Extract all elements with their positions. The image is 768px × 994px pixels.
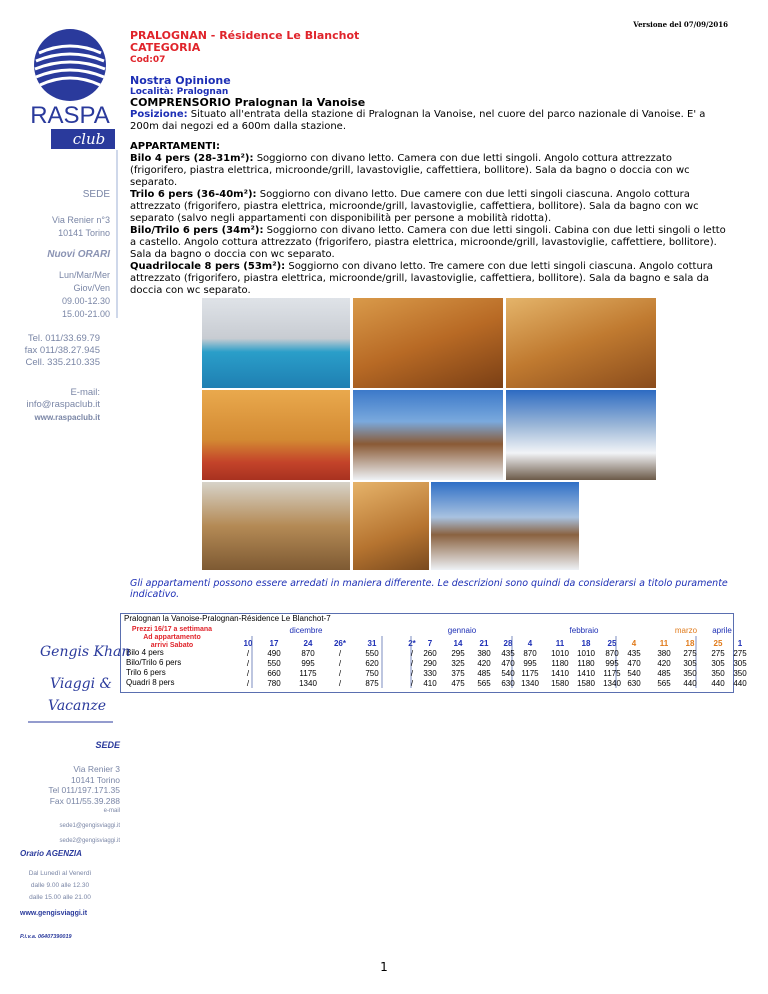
price-cell: 380 [657,649,671,658]
gk-sede: SEDE [95,740,120,750]
price-cell: 1175 [299,669,317,678]
gk-email1[interactable]: sede1@gengisviaggi.it [59,823,120,829]
price-cell: / [410,679,414,688]
date-label: 25 [607,639,617,648]
price-cell: / [338,669,342,678]
raspa-days1: Lun/Mar/Mer [58,270,110,280]
price-cell: 995 [605,659,619,668]
apartment-label: Trilo 6 pers (36-40m²): [130,189,257,200]
gk-tel: Tel 011/197.171.35 [48,785,120,795]
date-label: 4 [527,639,533,648]
apartment-text: Soggiorno con divano letto. Tre camere con due letti singoli ciascuna. Angolo cottura attrezzato (frigorifero, piastra elettrica, microonde/grill, lavastoviglie, caffettiera, bollitore). Sala da bagno e sala da doccia con wc separato. [130,261,714,296]
price-cell: 565 [477,679,491,688]
price-cell: / [246,649,250,658]
gk-orario: Orario AGENZIA [20,849,82,858]
gk-hours-block [20,868,100,904]
apartment-text: Soggiorno con divano letto. Due camere con due letti singoli ciascuna. Angolo cottura attrezzato (frigorifero, piastra elettrica, microonde/grill, lavastoviglie, caffettiera, bollitore). Sala da bagno con wc separato (salvo negli appartamenti con disponibilità per persone a mobilità ridotta). [130,189,699,224]
apartments-heading: APPARTAMENTI: [130,141,220,152]
raspa-hours1: 09.00-12.30 [61,296,110,306]
price-cell: 870 [301,649,315,658]
price-cell: / [338,659,342,668]
photo-interior-2 [202,482,350,570]
date-label: 18 [685,639,695,648]
price-cell: 1175 [603,669,621,678]
month-label: febbraio [569,626,599,635]
apartment-item [130,153,730,189]
price-cell: 275 [683,649,697,658]
position-label: Posizione: [130,109,188,120]
price-cell: 630 [501,679,515,688]
price-row-names [126,648,181,688]
date-label: 7 [427,639,433,648]
price-cell: 410 [423,679,437,688]
raspa-hours2: 15.00-21.00 [61,309,110,319]
raspa-sidebar [20,150,118,318]
price-cell: 995 [301,659,315,668]
gengis-sidebar [20,740,120,847]
apartment-item [130,261,730,297]
header [130,30,730,133]
price-cell: 330 [423,669,437,678]
photo-residence-exterior [353,390,503,480]
code: Cod:07 [130,55,166,65]
price-cell: 565 [657,679,671,688]
price-cell: / [338,679,342,688]
price-intro-line3: arrivi Sabato [150,642,194,649]
gk-logo-line2: Viaggi & [50,676,113,692]
apartment-label: Quadrilocale 8 pers (53m²): [130,261,286,272]
price-cell: 420 [477,659,491,668]
price-cell: 1410 [577,669,595,678]
apartment-label: Bilo/Trilo 6 pers (34m²): [130,225,264,236]
raspa-logo-word: RASPA [30,102,110,129]
photo-mountain-view [506,390,656,480]
raspa-fax: fax 011/38.27.945 [24,345,100,356]
gk-hours1: dalle 9.00 alle 12.30 [30,882,90,889]
position-text: Situato all'entrata della stazione di Pralognan la Vanoise, nel cuore del parco nazionale di Vanoise. E' a 200m dai negozi ed a 600m dalla stazione. [130,109,706,132]
price-cell: 1340 [299,679,317,688]
raspa-logo [25,25,115,150]
raspa-sede: SEDE [82,189,110,200]
price-cell: 420 [657,659,671,668]
apartment-item [130,189,730,225]
price-grid [240,624,747,690]
price-cell: 660 [267,669,281,678]
raspa-address2: 10141 Torino [58,228,110,238]
raspa-orari: Nuovi ORARI [47,249,110,260]
price-cell: 1580 [551,679,569,688]
price-cell: / [410,669,414,678]
price-cell: 1010 [577,649,595,658]
price-cell: 780 [267,679,281,688]
area: COMPRENSORIO Pralognan la Vanoise [130,96,366,109]
row-name: Bilo 4 pers [126,648,164,657]
price-cell: 550 [267,659,281,668]
price-cell: 485 [477,669,491,678]
price-cell: 475 [451,679,465,688]
date-label: 1 [737,639,743,648]
date-label: 31 [367,639,377,648]
gk-email-label: e-mail [103,808,120,814]
raspa-days2: Giov/Ven [73,283,110,293]
price-cell: 350 [683,669,697,678]
price-cell: 375 [451,669,465,678]
row-name: Bilo/Trilo 6 pers [126,658,182,667]
photo-residence-snow [431,482,579,570]
date-label: 24 [303,639,313,648]
gk-days: Dal Lunedì al Venerdì [28,870,92,877]
price-cell: 440 [733,679,747,688]
apartment-label: Bilo 4 pers (28-31m²): [130,153,254,164]
date-label: 11 [659,639,669,648]
price-cell: 275 [711,649,725,658]
price-cell: 305 [683,659,697,668]
price-cell: 350 [711,669,725,678]
price-cell: 470 [501,659,515,668]
photo-pool [202,298,350,388]
gk-address1: Via Renier 3 [73,764,120,774]
page-number: 1 [380,960,388,974]
price-cell: 995 [523,659,537,668]
raspa-address1: Via Renier n°3 [52,215,110,225]
price-cell: / [338,649,342,658]
price-cell: 295 [451,649,465,658]
price-cell: 630 [627,679,641,688]
date-label: 11 [555,639,565,648]
price-cell: 870 [605,649,619,658]
gk-hours2: dalle 15.00 alle 21.00 [29,894,91,901]
raspa-email[interactable]: info@raspaclub.it [26,399,100,410]
price-cell: 350 [733,669,747,678]
apartment-item [130,225,730,261]
gk-logo-line1: Gengis Khan [40,644,131,660]
price-cell: 325 [451,659,465,668]
gk-address2: 10141 Torino [71,774,120,785]
price-cell: 290 [423,659,437,668]
month-label: marzo [674,626,698,635]
date-label: 2* [408,639,416,648]
price-cell: 305 [711,659,725,668]
opinion-heading: Nostra Opinione [130,74,231,87]
raspa-tel: Tel. 011/33.69.79 [27,333,100,344]
month-label: dicembre [289,626,323,635]
price-cell: 750 [365,669,379,678]
gk-logo-line3: Vacanze [48,698,107,714]
price-intro-line2: Ad appartamento [143,634,201,641]
price-cell: 875 [365,679,379,688]
price-cell: / [246,669,250,678]
date-label: 10 [243,639,253,648]
price-cell: 260 [423,649,437,658]
apartment-text: Soggiorno con divano letto. Camera con due letti singoli. Angolo cottura attrezzato (frigorifero, piastra elettrica, microonde/grill, lavastoviglie, caffettiera, bollitore). Sala da bagno o doccia con wc separato. [130,153,690,188]
row-name: Quadri 8 pers [126,678,175,687]
price-cell: 440 [683,679,697,688]
price-table-title: Pralognan la Vanoise-Pralognan-Résidence Le Blanchot-7 [124,614,331,623]
page-title: PRALOGNAN - Résidence Le Blanchot [130,29,360,42]
price-cell: 870 [523,649,537,658]
price-cell: / [246,679,250,688]
price-cell: 1340 [603,679,621,688]
date-label: 18 [581,639,591,648]
price-cell: 1180 [577,659,595,668]
price-cell: 550 [365,649,379,658]
month-label: aprile [712,626,732,635]
price-cell: 485 [657,669,671,678]
date-label: 26* [333,639,347,648]
date-label: 17 [269,639,279,648]
price-cell: 1010 [551,649,569,658]
price-cell: 305 [733,659,747,668]
position-paragraph [130,109,730,133]
apartment-text: Soggiorno con divano letto. Camera con due letti singoli. Cabina con due letti singoli o letto a castello. Angolo cottura attrezzato (frigorifero, piastra elettrica, microonde/grill, lavastoviglie, caffettiere, bollitore). Sala da bagno o doccia con wc separato. [130,225,726,260]
price-cell: 275 [733,649,747,658]
price-cell: 540 [501,669,515,678]
price-intro-line1: Prezzi 16/17 a settimana [131,626,213,633]
price-cell: 1180 [551,659,569,668]
category: CATEGORIA [130,41,201,54]
row-name: Trilo 6 pers [126,668,166,677]
gk-web[interactable]: www.gengisviaggi.it [20,910,88,917]
date-label: 25 [713,639,723,648]
gengis-khan-logo [18,630,131,730]
price-cell: 490 [267,649,281,658]
price-cell: 435 [501,649,515,658]
gk-piva: P.i.v.a. 06407390019 [20,934,72,940]
price-cell: 470 [627,659,641,668]
price-cell: / [410,659,414,668]
photo-bedroom [202,390,350,480]
raspa-logo-club: club [72,130,106,148]
gk-email2[interactable]: sede2@gengisviaggi.it [59,838,120,844]
gk-fax: Fax 011/55.39.288 [49,795,120,806]
furnishing-note: Gli appartamenti possono essere arredati in maniera differente. Le descrizioni sono quindi da considerarsi a titolo puramente indicativo. [130,578,728,600]
photo-living-room [353,298,503,388]
raspa-email-label: E-mail: [70,387,100,398]
price-cell: 1340 [521,679,539,688]
price-cell: / [410,649,414,658]
raspa-contacts [0,333,100,424]
apartments-section [130,141,730,297]
date-label: 28 [503,639,513,648]
price-cell: / [246,659,250,668]
locality: Località: Pralognan [130,87,229,97]
photo-kitchen [506,298,656,388]
price-cell: 1580 [577,679,595,688]
price-cell: 1175 [521,669,539,678]
version-date: Versione del 07/09/2016 [633,20,728,29]
price-cell: 540 [627,669,641,678]
month-label: gennaio [447,626,477,635]
date-label: 4 [631,639,637,648]
price-cell: 1410 [551,669,569,678]
price-cell: 380 [477,649,491,658]
raspa-cell: Cell. 335.210.335 [25,357,100,368]
price-cell: 620 [365,659,379,668]
price-intro [122,626,222,650]
raspa-web[interactable]: www.raspaclub.it [34,413,100,422]
date-label: 21 [479,639,489,648]
photo-tv-room [353,482,429,570]
price-cell: 440 [711,679,725,688]
price-cell: 435 [627,649,641,658]
date-label: 14 [453,639,463,648]
